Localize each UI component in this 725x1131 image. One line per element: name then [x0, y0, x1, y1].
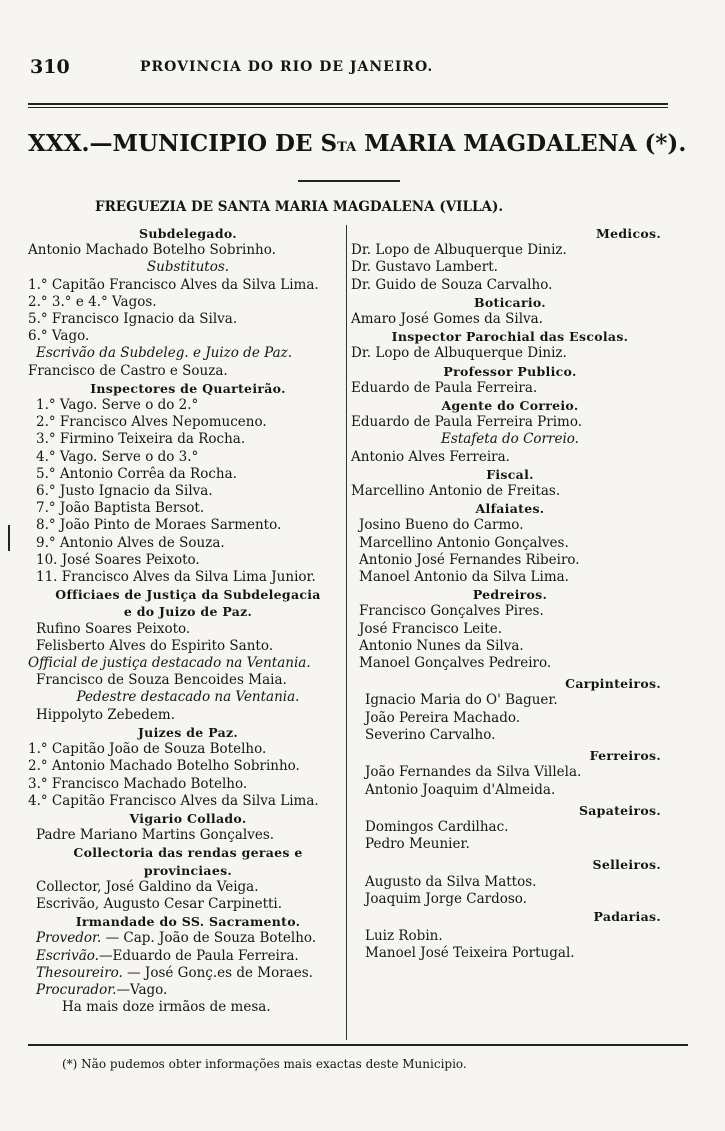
role-label: Provedor. [36, 930, 102, 947]
list-item: Dr. Gustavo Lambert. [351, 259, 498, 276]
list-item: Dr. Guido de Souza Carvalho. [351, 276, 553, 293]
list-item: Escrivão, Augusto Cesar Carpinetti. [36, 895, 283, 912]
section-heading: Estafeta do Correio. [441, 431, 579, 448]
section-heading: Ferreiros. [589, 748, 661, 764]
list-item: 10. José Soares Peixoto. [36, 551, 200, 568]
list-item: 4.° Capitão Francisco Alves da Silva Lima. [28, 792, 319, 809]
list-item: José Francisco Leite. [359, 620, 503, 637]
list-item: 7.° João Baptista Bersot. [36, 500, 205, 517]
list-item: 6.° Vago. [28, 328, 90, 345]
margin-mark [8, 525, 10, 551]
list-item: Francisco de Castro e Souza. [28, 362, 228, 379]
list-item: 5.° Antonio Corrêa da Rocha. [36, 465, 237, 482]
page-header [0, 48, 725, 88]
footer-rule [28, 1044, 688, 1046]
list-item: Ignacio Maria do O' Baguer. [365, 692, 558, 709]
section-heading: Medicos. [595, 226, 661, 241]
list-item: Luiz Robin. [365, 928, 443, 945]
section-heading: Pedestre destacado na Ventania. [76, 689, 300, 706]
list-item: 4.° Vago. Serve o do 3.° [36, 448, 199, 465]
list-item: 6.° Justo Ignacio da Silva. [36, 483, 213, 500]
list-item: 5.° Francisco Ignacio da Silva. [28, 311, 238, 328]
section-heading: Escrivão da Subdeleg. e Juizo de Paz. [36, 345, 293, 362]
right-column [351, 225, 669, 963]
list-item: 11. Francisco Alves da Silva Lima Junior. [36, 569, 316, 586]
section-heading: Professor Publico. [443, 363, 577, 379]
section-heading: provinciaes. [143, 862, 233, 878]
list-item [28, 930, 348, 947]
list-item: Ha mais doze irmãos de mesa. [62, 999, 271, 1016]
list-item: 2.° Antonio Machado Botelho Sobrinho. [28, 758, 300, 775]
title-rest: MARIA MAGDALENA (*). [356, 130, 687, 157]
list-item: Antonio Joaquim d'Almeida. [365, 781, 556, 798]
list-item: Antonio José Fernandes Ribeiro. [359, 551, 580, 568]
list-item: Dr. Lopo de Albuquerque Diniz. [351, 345, 567, 362]
section-heading: Carpinteiros. [565, 676, 661, 692]
list-item: 9.° Antonio Alves de Souza. [36, 534, 225, 551]
list-item: Manoel Antonio da Silva Lima. [359, 569, 569, 586]
list-item: Amaro José Gomes da Silva. [351, 311, 543, 328]
role-name: — José Gonç.es de Moraes. [122, 964, 313, 981]
list-item: 1.° Vago. Serve o do 2.° [36, 397, 199, 414]
role-name: — Cap. João de Souza Botelho. [101, 930, 317, 947]
list-item: Dr. Lopo de Albuquerque Diniz. [351, 242, 567, 259]
list-item [28, 982, 348, 999]
title-sup: TA [337, 140, 357, 155]
parish-subtitle: FREGUEZIA DE SANTA MARIA MAGDALENA (VILLA). [95, 199, 504, 215]
list-item: Pedro Meunier. [365, 836, 470, 853]
list-item: Antonio Nunes da Silva. [359, 637, 524, 654]
section-heading: Vigario Collado. [129, 810, 247, 826]
list-item: Domingos Cardilhac. [365, 818, 509, 835]
list-item: 1.° Capitão Francisco Alves da Silva Lima. [28, 276, 319, 293]
footnote: (*) Não pudemos obter informações mais exactas deste Municipio. [62, 1057, 467, 1071]
section-heading: Collectoria das rendas geraes e [73, 845, 303, 861]
list-item: Severino Carvalho. [365, 726, 496, 743]
list-item: 8.° João Pinto de Moraes Sarmento. [36, 517, 282, 534]
list-item: Eduardo de Paula Ferreira. [351, 379, 538, 396]
section-heading: Boticario. [474, 294, 546, 310]
section-heading: Juizes de Paz. [137, 724, 239, 740]
list-item: Francisco Gonçalves Pires. [359, 603, 544, 620]
section-heading: Padarias. [593, 908, 661, 924]
list-item: Marcellino Antonio de Freitas. [351, 483, 561, 500]
role-name: —Vago. [116, 981, 168, 998]
section-heading: Substitutos. [146, 259, 230, 276]
section-heading: Fiscal. [486, 466, 534, 482]
list-item: 3.° Firmino Teixeira da Rocha. [36, 431, 246, 448]
list-item: Francisco de Souza Bencoides Maia. [36, 672, 287, 689]
section-heading: Selleiros. [592, 857, 661, 873]
section-heading: Pedreiros. [472, 587, 548, 603]
list-item: Eduardo de Paula Ferreira Primo. [351, 414, 583, 431]
list-item: Manoel Gonçalves Pedreiro. [359, 655, 552, 672]
role-label: Thesoureiro. [36, 964, 123, 981]
list-item [28, 948, 348, 965]
section-heading: Sapateiros. [578, 802, 661, 818]
list-item: Joaquim Jorge Cardoso. [365, 890, 527, 907]
role-name: —Eduardo de Paula Ferreira. [98, 947, 299, 964]
list-item [28, 965, 348, 982]
list-item: João Fernandes da Silva Villela. [365, 764, 582, 781]
section-heading: Inspector Parochial das Escolas. [391, 329, 629, 345]
section-heading: Agente do Correio. [441, 398, 579, 414]
list-item: 1.° Capitão João de Souza Botelho. [28, 741, 267, 758]
list-item: Antonio Alves Ferreira. [351, 448, 510, 465]
header-rule [28, 103, 668, 105]
list-item: Hippolyto Zebedem. [36, 706, 176, 723]
list-item: 2.° Francisco Alves Nepomuceno. [36, 414, 267, 431]
list-item: Josino Bueno do Carmo. [359, 517, 524, 534]
list-item: Collector, José Galdino da Veiga. [36, 878, 259, 895]
list-item: Manoel José Teixeira Portugal. [365, 945, 575, 962]
section-heading: Subdelegado. [139, 226, 237, 241]
section-heading: e do Juizo de Paz. [123, 604, 253, 620]
left-column [28, 225, 348, 1016]
section-heading: Alfaiates. [475, 501, 545, 517]
title-main: XXX.—MUNICIPIO DE S [28, 130, 338, 157]
section-heading: Inspectores de Quarteirão. [90, 380, 286, 396]
role-label: Procurador. [36, 981, 117, 998]
title-rule [298, 180, 400, 182]
role-label: Escrivão. [36, 947, 99, 964]
section-heading: Irmandade do SS. Sacramento. [75, 914, 301, 930]
list-item: Antonio Machado Botelho Sobrinho. [28, 242, 276, 259]
chapter-title [28, 130, 687, 157]
section-heading: Official de justiça destacado na Ventania. [28, 655, 311, 672]
list-item: Rufino Soares Peixoto. [36, 620, 191, 637]
header-rule-thin [28, 107, 668, 108]
list-item: Padre Mariano Martins Gonçalves. [36, 827, 275, 844]
list-item: Felisberto Alves do Espirito Santo. [36, 637, 274, 654]
section-heading: Officiaes de Justiça da Subdelegacia [55, 587, 321, 603]
list-item: João Pereira Machado. [365, 709, 521, 726]
list-item: Marcellino Antonio Gonçalves. [359, 534, 569, 551]
list-item: 2.° 3.° e 4.° Vagos. [28, 293, 157, 310]
list-item: 3.° Francisco Machado Botelho. [28, 775, 248, 792]
page-number: 310 [30, 56, 70, 78]
running-head: PROVINCIA DO RIO DE JANEIRO. [140, 59, 434, 75]
list-item: Augusto da Silva Mattos. [365, 873, 537, 890]
